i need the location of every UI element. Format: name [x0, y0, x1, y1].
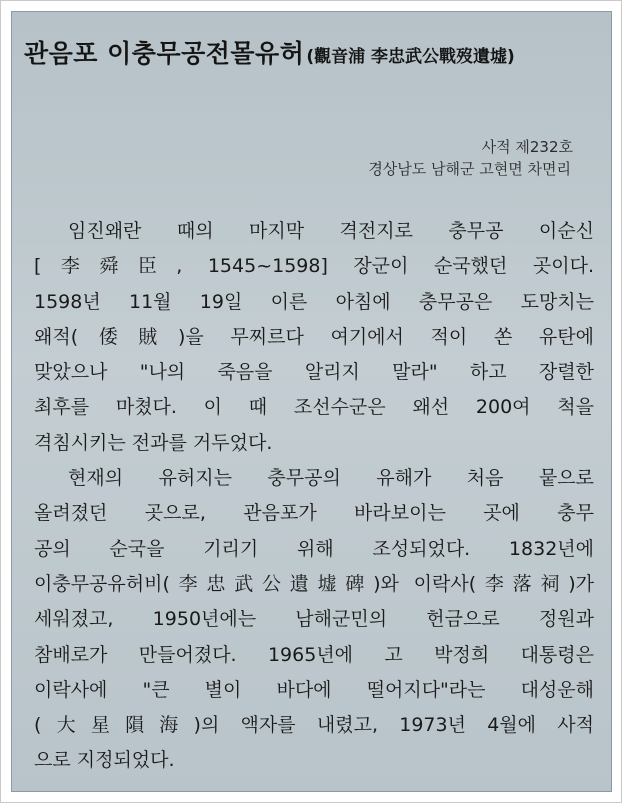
signboard-title: [24, 34, 604, 70]
title-hanja: (觀音浦 李忠武公戰歿遺墟): [306, 47, 515, 67]
description-text: [34, 214, 594, 779]
text-line: (大星隕海)의 액자를 내렸고, 1973년 4월에 사적: [34, 714, 594, 737]
text-line: 으로 지정되었다.: [34, 749, 175, 772]
text-line: 올려졌던 곳으로, 관음포가 바라보이는 곳에 충무: [34, 502, 594, 525]
location-address: 경상남도 남해군 고현면 차면리: [368, 160, 571, 178]
text-line: 최후를 마쳤다. 이 때 조선수군은 왜선 200여 척을: [34, 396, 594, 419]
text-line: 이충무공유허비(李忠武公遺墟碑)와 이락사(李落祠)가: [34, 572, 594, 595]
text-line: 세워졌고, 1950년에는 남해군민의 헌금으로 정원과: [34, 608, 594, 631]
text-line: 격침시키는 전과를 거두었다.: [34, 431, 273, 454]
designation-number: 사적 제232호: [481, 138, 573, 156]
text-line: 현재의 유허지는 충무공의 유해가 처음 뭍으로: [68, 467, 594, 490]
text-line: 왜적(倭賊)을 무찌르다 여기에서 적이 쏜 유탄에: [34, 325, 594, 348]
signboard: [11, 11, 612, 792]
text-line: 이락사에 "큰 별이 바다에 떨어지다"라는 대성운해: [34, 678, 594, 701]
text-line: 1598년 11월 19일 이른 아침에 충무공은 도망치는: [34, 290, 594, 313]
title-korean: 관음포 이충무공전몰유허: [24, 39, 305, 68]
text-line: [李舜臣, 1545~1598] 장군이 순국했던 곳이다.: [34, 255, 594, 278]
text-line: 참배로가 만들어졌다. 1965년에 고 박정희 대통령은: [34, 643, 594, 666]
text-line: 공의 순국을 기리기 위해 조성되었다. 1832년에: [34, 537, 594, 560]
text-line: 맞았으나 "나의 죽음을 알리지 말라" 하고 장렬한: [34, 361, 594, 384]
text-line: 임진왜란 때의 마지막 격전지로 충무공 이순신: [68, 220, 594, 242]
